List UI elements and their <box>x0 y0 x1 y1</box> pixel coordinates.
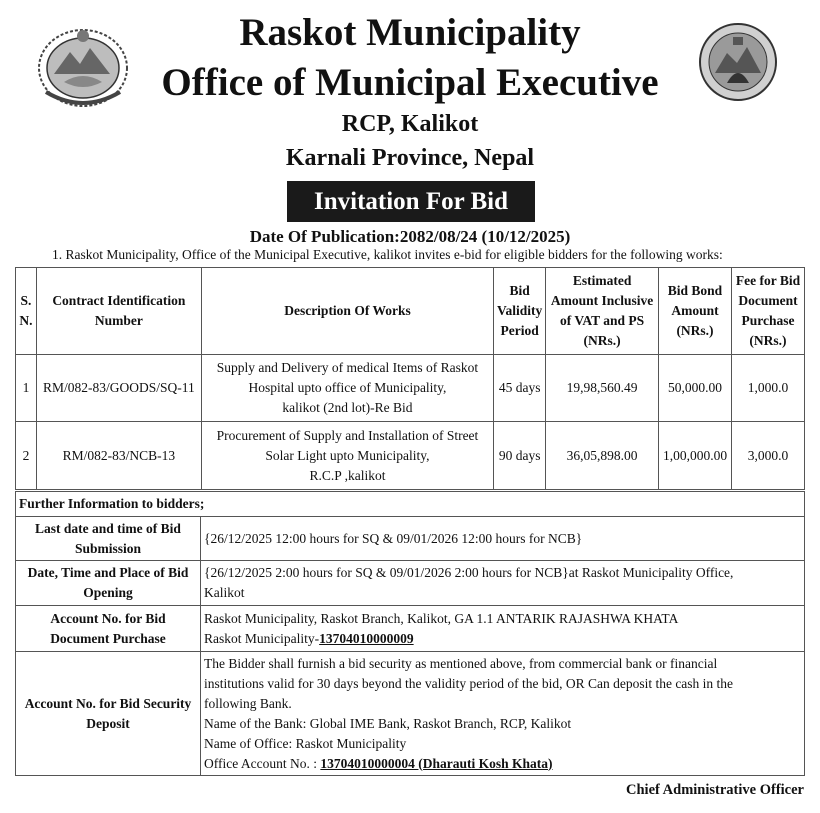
province-line: Karnali Province, Nepal <box>285 145 535 171</box>
last-date-value: {26/12/2025 12:00 hours for SQ & 09/01/2026 12:00 hours for NCB} <box>201 517 805 561</box>
bid-table <box>15 267 805 490</box>
row-bond: 50,000.00 <box>659 355 732 422</box>
deposit-account-number: 13704010000004 (Dharauti Kosh Khata) <box>320 755 553 771</box>
info-row-deposit <box>16 652 805 776</box>
account-label: Account No. for Bid Document Purchase <box>16 606 201 652</box>
header-amount: Estimated Amount Inclusive of VAT and PS (NRs.) <box>546 268 659 355</box>
row-sn: 1 <box>16 355 37 422</box>
row-description: Procurement of Supply and Installation of Street Solar Light upto Municipality, R.C.P ,kalikot <box>201 422 493 490</box>
row-fee: 1,000.0 <box>731 355 804 422</box>
row-description: Supply and Delivery of medical Items of Raskot Hospital upto office of Municipality, kalikot (2nd lot)-Re Bid <box>201 355 493 422</box>
signature-line: Chief Administrative Officer <box>626 782 804 798</box>
office-title: Office of Municipal Executive <box>161 61 659 104</box>
info-row-account <box>16 606 805 652</box>
last-date-label: Last date and time of Bid Submission <box>16 517 201 561</box>
opening-value: {26/12/2025 2:00 hours for SQ & 09/01/2026 2:00 hours for NCB}at Raskot Municipality Office, Kalikot <box>201 561 805 606</box>
header-validity: Bid Validity Period <box>494 268 546 355</box>
row-validity: 45 days <box>494 355 546 422</box>
info-heading-row <box>16 492 805 517</box>
row-sn: 2 <box>16 422 37 490</box>
account-number: 13704010000009 <box>319 630 414 646</box>
location-line: RCP, Kalikot <box>341 111 479 137</box>
header-description: Description Of Works <box>201 268 493 355</box>
municipality-title: Raskot Municipality <box>239 11 581 54</box>
row-contract: RM/082-83/NCB-13 <box>36 422 201 490</box>
row-contract: RM/082-83/GOODS/SQ-11 <box>36 355 201 422</box>
account-value: Raskot Municipality, Raskot Branch, Kalikot, GA 1.1 ANTARIK RAJASHWA KHATA Raskot Municipality-13704010000009 <box>201 606 805 652</box>
row-bond: 1,00,000.00 <box>659 422 732 490</box>
intro-text: 1. Raskot Municipality, Office of the Municipal Executive, kalikot invites e-bid for eligible bidders for the following works: <box>52 247 723 262</box>
table-header-row <box>16 268 805 355</box>
further-info-table <box>15 491 805 776</box>
row-validity: 90 days <box>494 422 546 490</box>
row-amount: 36,05,898.00 <box>546 422 659 490</box>
header-contract: Contract Identification Number <box>36 268 201 355</box>
header-fee: Fee for Bid Document Purchase (NRs.) <box>731 268 804 355</box>
row-fee: 3,000.0 <box>731 422 804 490</box>
deposit-label: Account No. for Bid Security Deposit <box>16 652 201 776</box>
deposit-value: The Bidder shall furnish a bid security as mentioned above, from commercial bank or financial institutions valid for 30 days beyond the validity period of the bid, OR Can deposit the cash in the following Bank. Name of the Bank: Global IME Bank, Raskot Branch, RCP, Kalikot Name of Office: Raskot Municipality Office Account No. : 13704010000004 (Dharauti Kosh Khata) <box>201 652 805 776</box>
row-amount: 19,98,560.49 <box>546 355 659 422</box>
opening-label: Date, Time and Place of Bid Opening <box>16 561 201 606</box>
info-row-opening <box>16 561 805 606</box>
table-row <box>16 355 805 422</box>
info-row-last-date <box>16 517 805 561</box>
header-sn: S. N. <box>16 268 37 355</box>
table-row <box>16 422 805 490</box>
header-bond: Bid Bond Amount (NRs.) <box>659 268 732 355</box>
publication-date: Date Of Publication:2082/08/24 (10/12/2025) <box>249 227 571 246</box>
info-heading: Further Information to bidders; <box>16 492 805 517</box>
invitation-banner: Invitation For Bid <box>287 181 535 222</box>
